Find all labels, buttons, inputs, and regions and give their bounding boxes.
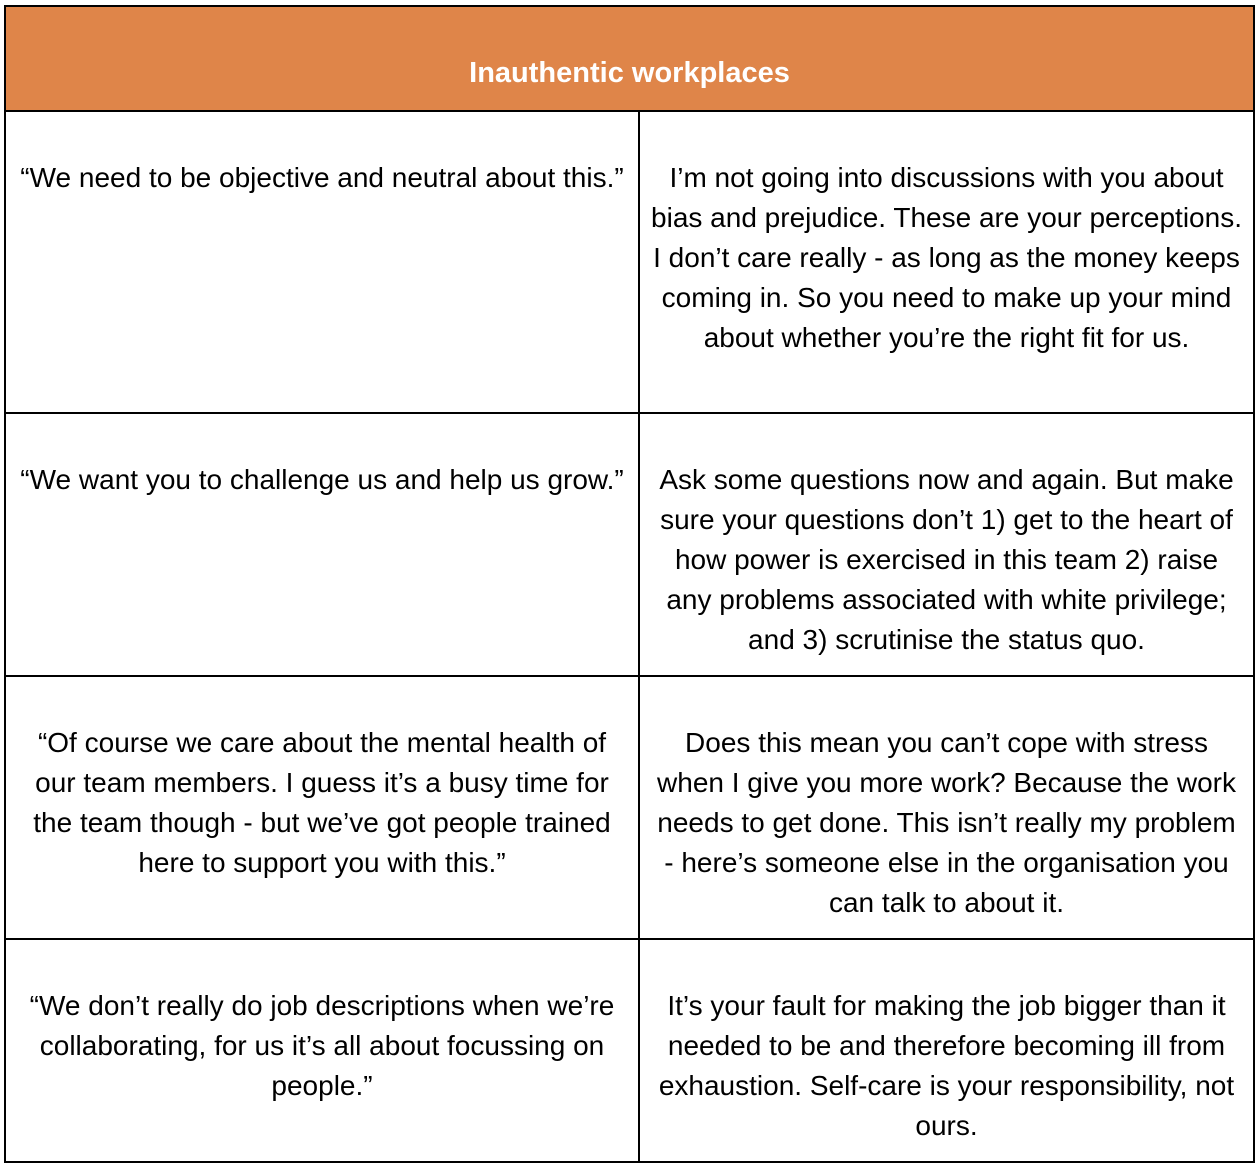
table-row [5, 413, 1254, 676]
table-title-cell [5, 6, 1254, 111]
said-cell [5, 676, 639, 939]
table-title: Inauthentic workplaces [469, 56, 790, 89]
meant-text: Does this mean you can’t cope with stress when I give you more work? Because the work needs to get done. This isn’t really my problem - here’s someone else in the organisation you can talk to about it. [657, 727, 1236, 918]
meant-cell [639, 939, 1254, 1162]
meant-cell [639, 676, 1254, 939]
meant-text: Ask some questions now and again. But make sure your questions don’t 1) get to the heart of how power is exercised in this team 2) raise any problems associated with white privilege; and 3) scrutinise the status quo. [659, 464, 1234, 655]
said-cell [5, 939, 639, 1162]
inauthentic-workplaces-table [4, 5, 1255, 1163]
meant-text: I’m not going into discussions with you about bias and prejudice. These are your perceptions. I don’t care really - as long as the money keeps coming in. So you need to make up your mind about whether you’re the right fit for us. [651, 162, 1242, 353]
said-text: “We don’t really do job descriptions when we’re collaborating, for us it’s all about focussing on people.” [29, 990, 615, 1101]
table-row [5, 111, 1254, 413]
table-row [5, 939, 1254, 1162]
meant-cell [639, 111, 1254, 413]
table-row [5, 676, 1254, 939]
meant-text: It’s your fault for making the job bigger than it needed to be and therefore becoming ill from exhaustion. Self-care is your responsibility, not ours. [658, 990, 1235, 1141]
said-text: “We need to be objective and neutral about this.” [20, 162, 624, 193]
said-text: “Of course we care about the mental health of our team members. I guess it’s a busy time for the team though - but we’ve got people trained here to support you with this.” [33, 727, 611, 878]
meant-cell [639, 413, 1254, 676]
said-text: “We want you to challenge us and help us grow.” [20, 464, 624, 495]
inauthentic-workplaces-table-container [4, 5, 1253, 1163]
table-header-row [5, 6, 1254, 111]
said-cell [5, 111, 639, 413]
said-cell [5, 413, 639, 676]
